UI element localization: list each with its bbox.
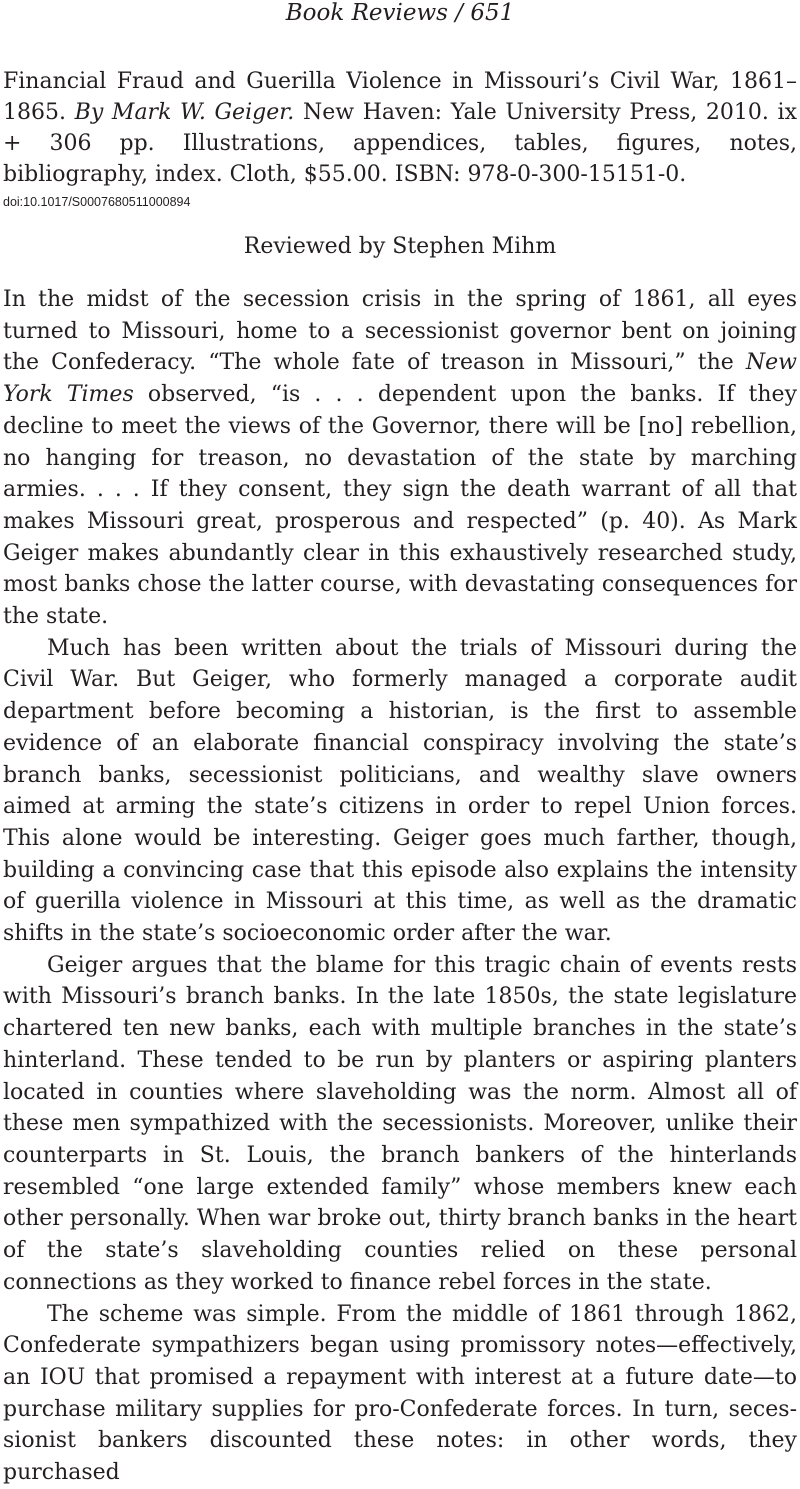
- paragraph-4: The scheme was simple. From the middle of 1861 through 1862, Confederate sympathizers began using promissory notes—effectively, an IOU that promised a repayment with interest at a future date—to purchase military supplies for pro-Confederate forces. In turn, secessionist bankers discounted these notes: in other words, they purchased: [3, 1301, 797, 1486]
- book-title: Financial Fraud and Guerilla Violence in Missouri’s Civil War, 1861–1865.: [3, 69, 797, 125]
- doi-link[interactable]: doi:10.1017/S0007680511000894: [3, 195, 191, 209]
- book-author: By Mark W. Geiger.: [74, 100, 295, 125]
- paragraph-2: Much has been written about the trials of Missouri during the Civil War. But Geiger, who formerly managed a corporate audit department before becoming a historian, is the first to assemble evidence of an elaborate financial conspiracy involving the state’s branch banks, secessionist politicians, and wealthy slave owners aimed at arming the state’s citizens in order to repel Union forces. This alone would be interesting. Geiger goes much farther, though, building a convincing case that this episode also explains the intensity of guerilla violence in Missouri at this time, as well as the dramatic shifts in the state’s socioeconomic order after the war.: [3, 635, 797, 947]
- paragraph-3: Geiger argues that the blame for this tragic chain of events rests with Missouri’s branch banks. In the late 1850s, the state legislature chartered ten new banks, each with multiple branches in the state’s hinterland. These tended to be run by planters or aspiring planters located in counties where slaveholding was the norm. Almost all of these men sympathized with the secessionists. Moreover, unlike their counterparts in St. Louis, the branch bankers of the hinterlands resembled “one large extended family” whose members knew each other personally. When war broke out, thirty branch banks in the heart of the state’s slaveholding counties relied on these personal connections as they worked to finance rebel forces in the state.: [3, 952, 797, 1295]
- book-publication-details: New Haven: Yale University Press, 2010. ix + 306 pp. Illustrations, appendices, tables, figures, notes, bibliography, index. Cloth, $55.00. ISBN: 978-0-300-15151-0.: [3, 100, 798, 187]
- newspaper-title: New York Times: [3, 350, 797, 408]
- running-head: Book Reviews / 651: [285, 0, 515, 26]
- reviewer-byline: Reviewed by Stephen Mihm: [243, 234, 557, 259]
- paragraph-1: [3, 284, 797, 633]
- paragraph-1-text-a: In the midst of the secession crisis in the spring of 1861, all eyes turned to Missouri, home to a secessionist governor bent on joining the Confederacy. “The whole fate of treason in Missouri,” the: [3, 287, 797, 376]
- book-citation: [3, 66, 797, 190]
- review-body: [3, 284, 797, 1489]
- page: [3, 0, 797, 1489]
- paragraph-1-text-b: observed, “is . . . dependent upon the banks. If they decline to meet the views of the Governor, there will be [no] rebellion, no hanging for treason, no devastation of the state by marching armies. . . . If they consent, they sign the death warrant of all that makes Missouri great, prosperous and respected” (p. 40). As Mark Geiger makes abundantly clear in this exhaustively researched study, most banks chose the latter course, with devastating consequences for the state.: [3, 382, 797, 630]
